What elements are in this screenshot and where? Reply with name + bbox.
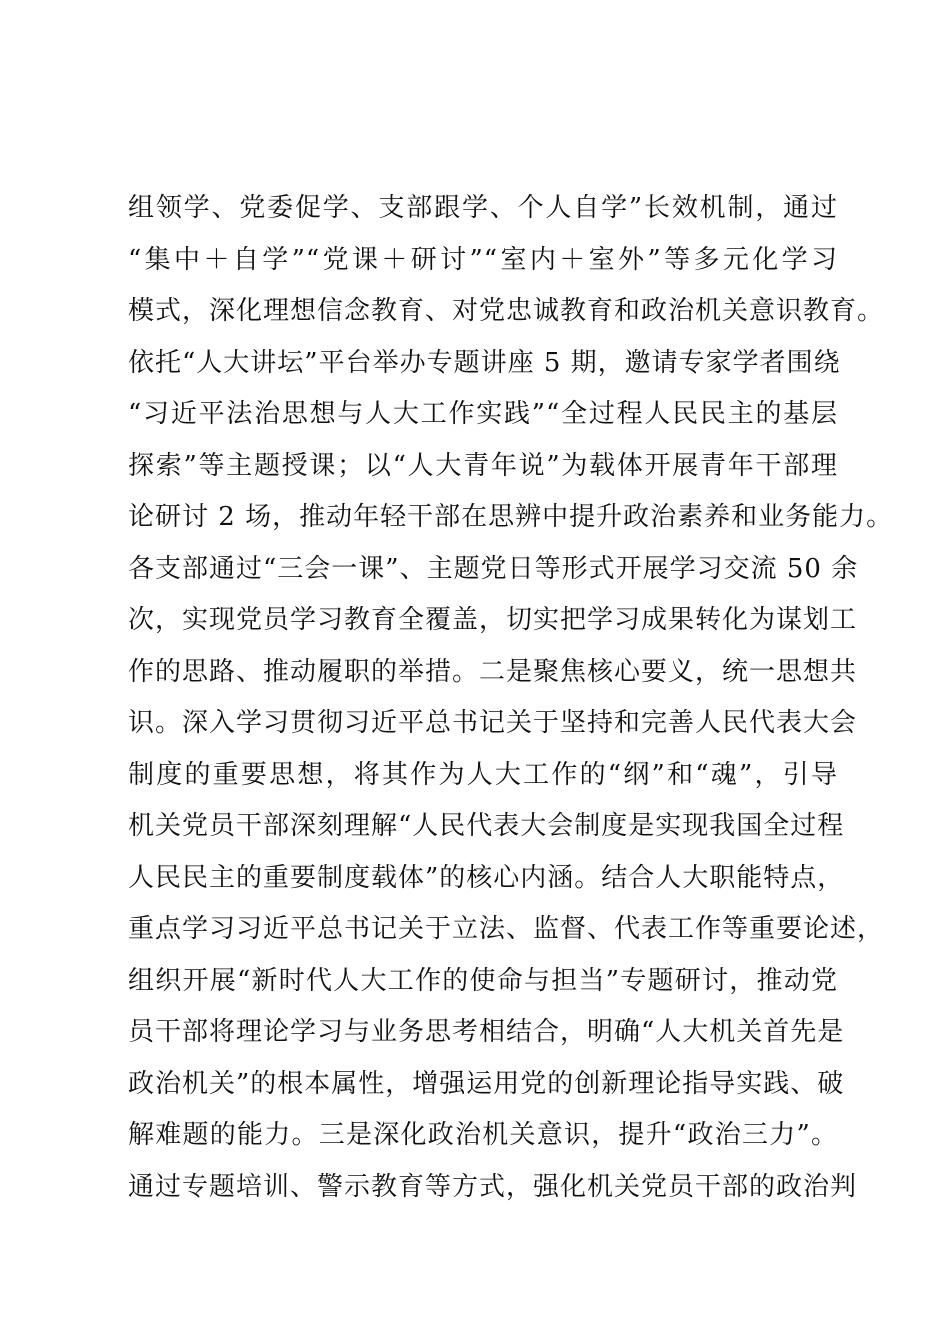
text-line: “习近平法治思想与人大工作实践”“全过程人民民主的基层 (128, 399, 838, 429)
text-line: 解难题的能力。三是深化政治机关意识，提升“政治三力”。 (128, 1120, 838, 1150)
text-line: 通过专题培训、警示教育等方式，强化机关党员干部的政治判 (128, 1171, 858, 1202)
text-line: 探索”等主题授课；以“人大青年说”为载体开展青年干部理 (128, 450, 838, 481)
text-line: 依托“人大讲坛”平台举办专题讲座 5 期，邀请专家学者围绕 (128, 347, 841, 378)
text-line: 组织开展“新时代人大工作的使命与担当”专题研讨，推动党 (128, 965, 838, 996)
text-line: 机关党员干部深刻理解“人民代表大会制度是实现我国全过程 (128, 811, 845, 841)
text-line: 次，实现党员学习教育全覆盖，切实把学习成果转化为谋划工 (128, 605, 858, 635)
text-line: 重点学习习近平总书记关于立法、监督、代表工作等重要论述， (128, 914, 885, 944)
text-line: 员干部将理论学习与业务思考相结合，明确“人大机关首先是 (128, 1017, 845, 1047)
text-line: 各支部通过“三会一课”、主题党日等形式开展学习交流 50 余 (128, 553, 859, 584)
text-line: 组领学、党委促学、支部跟学、个人自学”长效机制，通过 (128, 193, 838, 223)
text-line: “集中＋自学”“党课＋研讨”“室内＋室外”等多元化学习 (128, 244, 838, 275)
body-text (128, 183, 894, 1213)
text-line: 模式，深化理想信念教育、对党忠诚教育和政治机关意识教育。 (128, 296, 885, 326)
text-line: 人民民主的重要制度载体”的核心内涵。结合人大职能特点， (128, 862, 845, 893)
text-line: 识。深入学习贯彻习近平总书记关于坚持和完善人民代表大会 (128, 708, 858, 738)
text-line: 作的思路、推动履职的举措。二是聚焦核心要义，统一思想共 (128, 656, 858, 687)
text-line: 制度的重要思想，将其作为人大工作的“纲”和“魂”，引导 (128, 759, 838, 790)
text-line: 论研讨 2 场，推动年轻干部在思辨中提升政治素养和业务能力。 (128, 502, 894, 532)
text-line: 政治机关”的根本属性，增强运用党的创新理论指导实践、破 (128, 1068, 845, 1099)
